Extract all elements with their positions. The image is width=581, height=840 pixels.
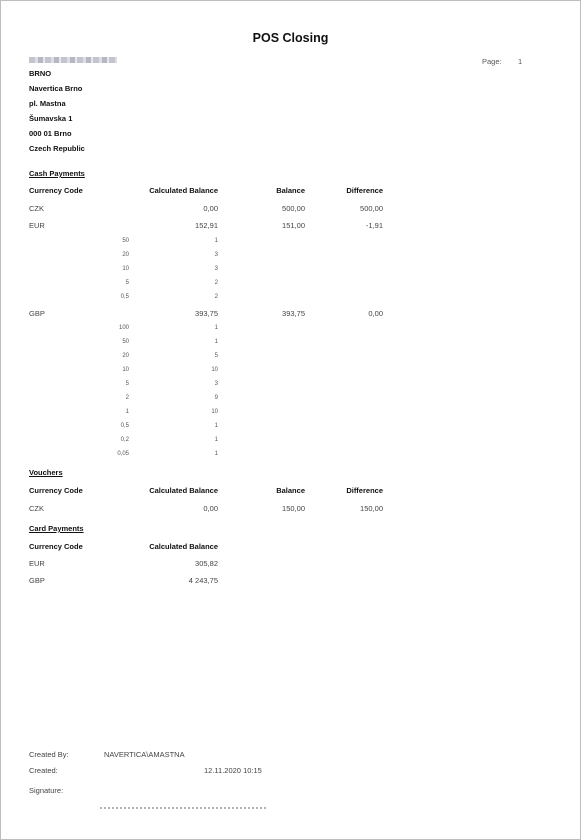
denomination-value: 1	[125, 409, 129, 415]
address-line: pl. Mastna	[29, 99, 66, 108]
denomination-count: 1	[214, 238, 218, 244]
denomination-count: 3	[214, 381, 218, 387]
report-title: POS Closing	[252, 31, 329, 45]
denomination-value: 100	[118, 325, 129, 331]
cell-balance: 150,00	[282, 504, 305, 513]
denomination-value: 5	[125, 280, 129, 286]
denomination-count: 1	[214, 451, 218, 457]
cell-balance: 151,00	[282, 221, 305, 230]
header-calculated-balance: Calculated Balance	[149, 186, 218, 195]
denomination-count: 3	[214, 266, 218, 272]
cell-calculated: 0,00	[203, 504, 218, 513]
header-currency-code: Currency Code	[29, 542, 83, 551]
denomination-count: 1	[214, 325, 218, 331]
denomination-count: 5	[214, 353, 218, 359]
denomination-count: 1	[214, 437, 218, 443]
cell-calculated: 305,82	[195, 559, 218, 568]
page-label: Page:	[482, 57, 502, 66]
cell-currency: CZK	[29, 204, 44, 213]
denomination-value: 50	[122, 339, 129, 345]
denomination-value: 0,5	[120, 423, 129, 429]
redacted-company-name	[29, 57, 117, 63]
header-difference: Difference	[346, 186, 383, 195]
cell-calculated: 4 243,75	[188, 576, 218, 585]
cell-currency: GBP	[29, 309, 45, 318]
denomination-value: 50	[122, 238, 129, 244]
cell-currency: EUR	[29, 559, 45, 568]
header-balance: Balance	[276, 486, 305, 495]
denomination-value: 0,2	[120, 437, 129, 443]
cell-currency: CZK	[29, 504, 44, 513]
section-cash-payments: Cash Payments	[29, 169, 85, 178]
address-line: BRNO	[29, 69, 52, 78]
denomination-count: 10	[211, 367, 218, 373]
address-line: Navertica Brno	[29, 84, 83, 93]
cell-difference: 0,00	[368, 309, 383, 318]
signature-line	[99, 807, 266, 809]
cell-difference: 150,00	[360, 504, 383, 513]
denomination-count: 10	[211, 409, 218, 415]
denomination-value: 0,05	[117, 451, 129, 457]
denomination-value: 20	[122, 252, 129, 258]
cell-calculated: 152,91	[195, 221, 218, 230]
cell-currency: EUR	[29, 221, 45, 230]
cell-calculated: 393,75	[195, 309, 218, 318]
cell-currency: GBP	[29, 576, 45, 585]
cell-balance: 393,75	[282, 309, 305, 318]
header-difference: Difference	[346, 486, 383, 495]
cell-difference: -1,91	[365, 221, 383, 230]
denomination-count: 3	[214, 252, 218, 258]
cell-calculated: 0,00	[203, 204, 218, 213]
address-line: Šumavska 1	[29, 114, 73, 123]
denomination-value: 20	[122, 353, 129, 359]
header-currency-code: Currency Code	[29, 486, 83, 495]
denomination-value: 10	[122, 266, 129, 272]
page-number: 1	[518, 57, 523, 66]
denomination-value: 2	[125, 395, 129, 401]
denomination-count: 2	[214, 280, 218, 286]
header-calculated-balance: Calculated Balance	[149, 542, 218, 551]
header-calculated-balance: Calculated Balance	[149, 486, 218, 495]
address-line: 000 01 Brno	[29, 129, 72, 138]
created-label: Created:	[29, 766, 58, 775]
denomination-count: 9	[214, 395, 218, 401]
created-by-value: NAVERTICA\AMASTNA	[104, 750, 185, 759]
created-value: 12.11.2020 10:15	[204, 766, 262, 775]
denomination-count: 2	[214, 294, 218, 300]
denomination-value: 10	[122, 367, 129, 373]
denomination-value: 0,5	[120, 294, 129, 300]
cell-difference: 500,00	[360, 204, 383, 213]
section-vouchers: Vouchers	[29, 468, 63, 477]
signature-label: Signature:	[29, 786, 64, 795]
denomination-count: 1	[214, 423, 218, 429]
address-line: Czech Republic	[29, 144, 85, 153]
cell-balance: 500,00	[282, 204, 305, 213]
denomination-value: 5	[125, 381, 129, 387]
created-by-label: Created By:	[29, 750, 69, 759]
header-balance: Balance	[276, 186, 305, 195]
header-currency-code: Currency Code	[29, 186, 83, 195]
denomination-count: 1	[214, 339, 218, 345]
section-card-payments: Card Payments	[29, 524, 84, 533]
